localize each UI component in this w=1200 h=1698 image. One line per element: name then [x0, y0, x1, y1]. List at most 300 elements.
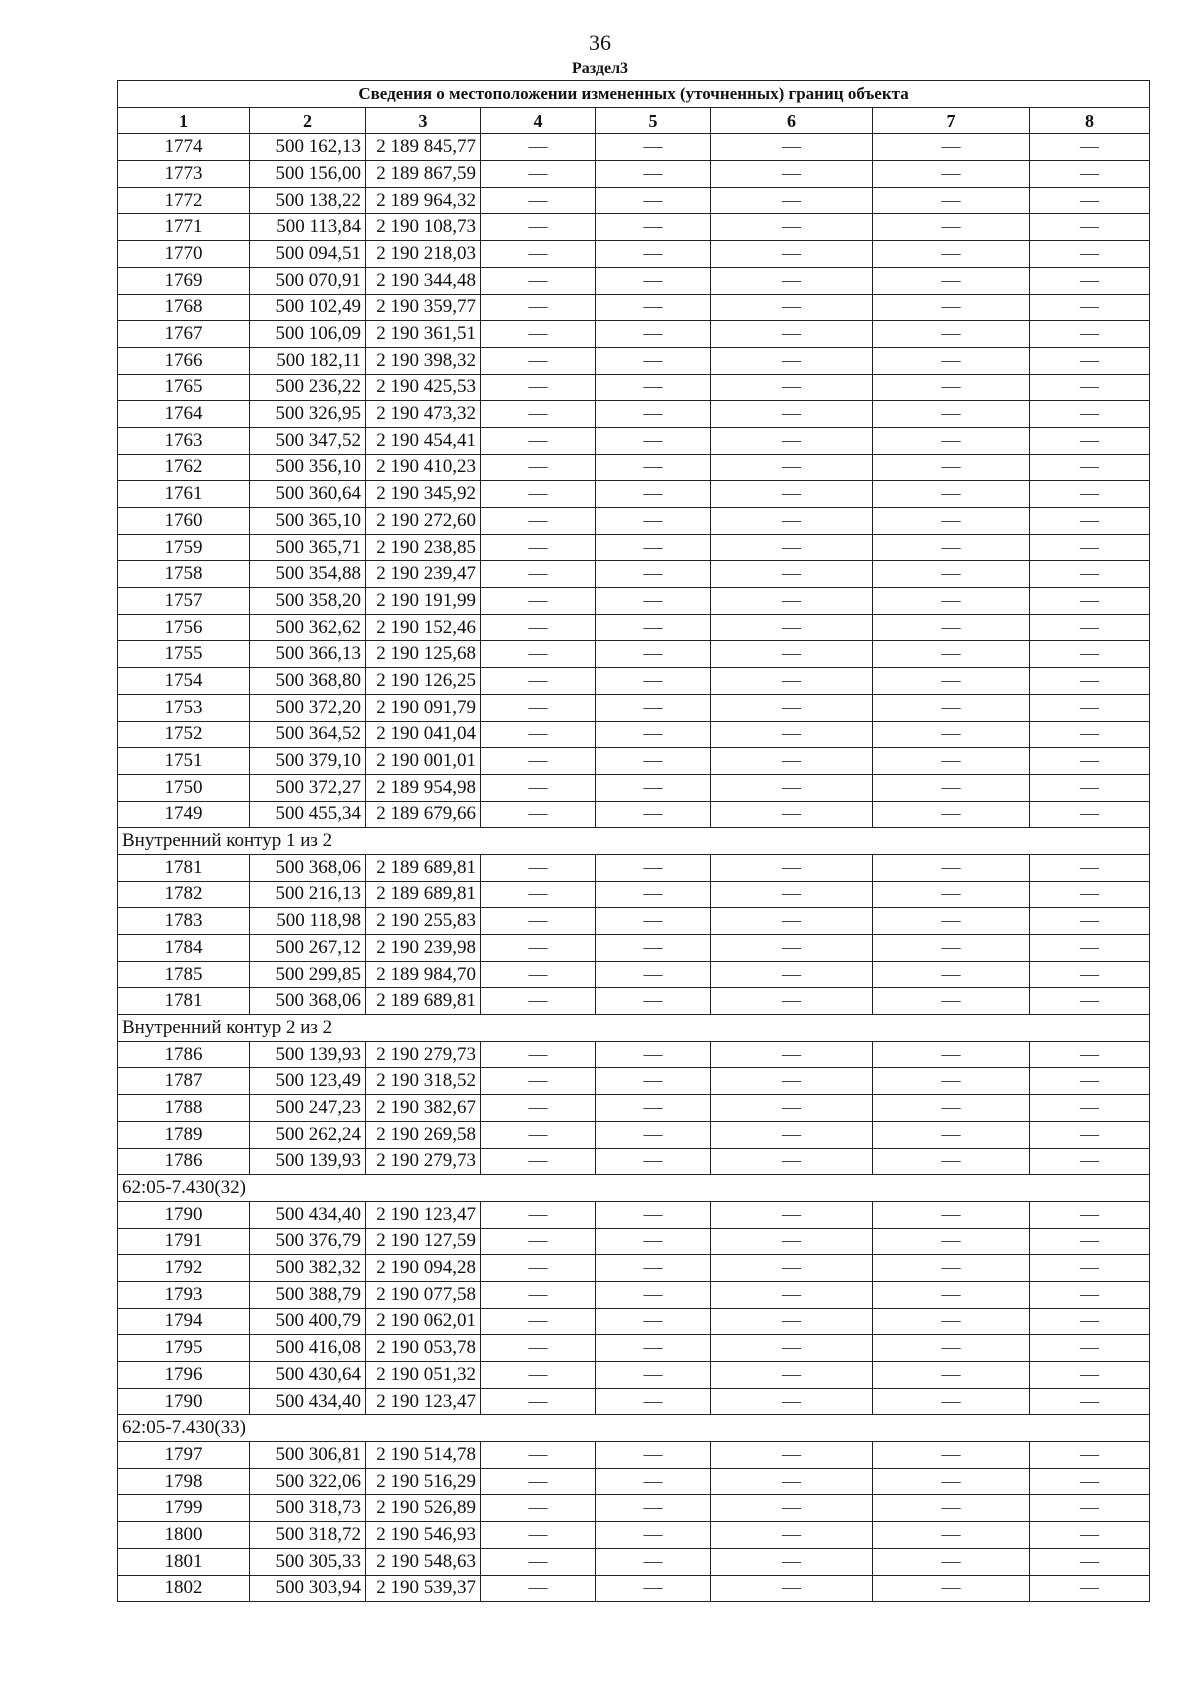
coordinate-y: 2 189 964,32	[366, 187, 481, 214]
coordinate-x: 500 382,32	[250, 1255, 366, 1282]
empty-value-dash: —	[596, 988, 711, 1015]
point-number: 1752	[118, 721, 250, 748]
empty-value-dash: —	[481, 1068, 596, 1095]
empty-value-dash: —	[481, 214, 596, 241]
empty-value-dash: —	[481, 1148, 596, 1175]
coordinate-x: 500 118,98	[250, 908, 366, 935]
point-number: 1765	[118, 374, 250, 401]
point-number: 1760	[118, 508, 250, 535]
empty-value-dash: —	[596, 1201, 711, 1228]
column-header: 1	[118, 107, 250, 134]
coordinate-x: 500 347,52	[250, 427, 366, 454]
empty-value-dash: —	[1030, 801, 1150, 828]
empty-value-dash: —	[596, 1148, 711, 1175]
empty-value-dash: —	[596, 1362, 711, 1389]
empty-value-dash: —	[1030, 481, 1150, 508]
empty-value-dash: —	[1030, 1335, 1150, 1362]
empty-value-dash: —	[711, 161, 873, 188]
empty-value-dash: —	[873, 1442, 1030, 1469]
empty-value-dash: —	[1030, 1121, 1150, 1148]
point-number: 1770	[118, 241, 250, 268]
point-number: 1755	[118, 641, 250, 668]
empty-value-dash: —	[711, 241, 873, 268]
empty-value-dash: —	[873, 748, 1030, 775]
empty-value-dash: —	[873, 161, 1030, 188]
point-number: 1791	[118, 1228, 250, 1255]
empty-value-dash: —	[711, 668, 873, 695]
empty-value-dash: —	[711, 1335, 873, 1362]
empty-value-dash: —	[1030, 1255, 1150, 1282]
empty-value-dash: —	[873, 908, 1030, 935]
point-number: 1768	[118, 294, 250, 321]
empty-value-dash: —	[711, 774, 873, 801]
empty-value-dash: —	[481, 1442, 596, 1469]
empty-value-dash: —	[1030, 1041, 1150, 1068]
column-header: 8	[1030, 107, 1150, 134]
coordinate-y: 2 190 526,89	[366, 1495, 481, 1522]
table-row	[118, 748, 1150, 775]
table-row	[118, 1041, 1150, 1068]
coordinate-y: 2 190 218,03	[366, 241, 481, 268]
empty-value-dash: —	[481, 1548, 596, 1575]
coordinate-y: 2 189 845,77	[366, 134, 481, 161]
point-number: 1799	[118, 1495, 250, 1522]
empty-value-dash: —	[873, 481, 1030, 508]
empty-value-dash: —	[873, 588, 1030, 615]
point-number: 1772	[118, 187, 250, 214]
coordinate-x: 500 434,40	[250, 1388, 366, 1415]
coordinate-y: 2 189 689,81	[366, 881, 481, 908]
empty-value-dash: —	[1030, 1068, 1150, 1095]
empty-value-dash: —	[481, 1335, 596, 1362]
group-header-row	[118, 1175, 1150, 1202]
empty-value-dash: —	[1030, 854, 1150, 881]
coordinate-y: 2 190 318,52	[366, 1068, 481, 1095]
empty-value-dash: —	[596, 1335, 711, 1362]
coordinate-y: 2 190 001,01	[366, 748, 481, 775]
column-header: 4	[481, 107, 596, 134]
empty-value-dash: —	[873, 1041, 1030, 1068]
point-number: 1764	[118, 401, 250, 428]
empty-value-dash: —	[1030, 694, 1150, 721]
empty-value-dash: —	[596, 961, 711, 988]
point-number: 1753	[118, 694, 250, 721]
table-row	[118, 1388, 1150, 1415]
point-number: 1785	[118, 961, 250, 988]
coordinate-x: 500 102,49	[250, 294, 366, 321]
coordinate-y: 2 189 984,70	[366, 961, 481, 988]
empty-value-dash: —	[873, 214, 1030, 241]
point-number: 1794	[118, 1308, 250, 1335]
empty-value-dash: —	[1030, 721, 1150, 748]
column-header: 6	[711, 107, 873, 134]
table-row	[118, 1495, 1150, 1522]
coordinate-x: 500 372,20	[250, 694, 366, 721]
empty-value-dash: —	[873, 854, 1030, 881]
coordinate-y: 2 190 127,59	[366, 1228, 481, 1255]
empty-value-dash: —	[873, 801, 1030, 828]
point-number: 1793	[118, 1281, 250, 1308]
coordinate-y: 2 190 051,32	[366, 1362, 481, 1389]
empty-value-dash: —	[711, 267, 873, 294]
empty-value-dash: —	[596, 374, 711, 401]
coordinate-x: 500 326,95	[250, 401, 366, 428]
coordinate-y: 2 190 062,01	[366, 1308, 481, 1335]
coordinate-y: 2 190 516,29	[366, 1468, 481, 1495]
empty-value-dash: —	[873, 961, 1030, 988]
table-row	[118, 1308, 1150, 1335]
coordinate-x: 500 094,51	[250, 241, 366, 268]
coordinate-y: 2 190 272,60	[366, 508, 481, 535]
point-number: 1783	[118, 908, 250, 935]
coordinate-x: 500 365,10	[250, 508, 366, 535]
point-number: 1786	[118, 1041, 250, 1068]
empty-value-dash: —	[711, 1522, 873, 1549]
point-number: 1784	[118, 935, 250, 962]
table-row	[118, 1335, 1150, 1362]
empty-value-dash: —	[711, 1121, 873, 1148]
table-row	[118, 641, 1150, 668]
table-row	[118, 267, 1150, 294]
empty-value-dash: —	[711, 1308, 873, 1335]
empty-value-dash: —	[873, 1201, 1030, 1228]
coordinate-x: 500 376,79	[250, 1228, 366, 1255]
table-row	[118, 1522, 1150, 1549]
empty-value-dash: —	[596, 1522, 711, 1549]
empty-value-dash: —	[1030, 1362, 1150, 1389]
coordinate-y: 2 190 152,46	[366, 614, 481, 641]
coordinate-x: 500 318,73	[250, 1495, 366, 1522]
empty-value-dash: —	[711, 321, 873, 348]
coordinate-y: 2 190 053,78	[366, 1335, 481, 1362]
empty-value-dash: —	[711, 374, 873, 401]
empty-value-dash: —	[481, 294, 596, 321]
empty-value-dash: —	[1030, 187, 1150, 214]
empty-value-dash: —	[1030, 427, 1150, 454]
empty-value-dash: —	[596, 187, 711, 214]
point-number: 1797	[118, 1442, 250, 1469]
table-row	[118, 1201, 1150, 1228]
empty-value-dash: —	[1030, 748, 1150, 775]
empty-value-dash: —	[711, 534, 873, 561]
empty-value-dash: —	[873, 1281, 1030, 1308]
empty-value-dash: —	[711, 1442, 873, 1469]
empty-value-dash: —	[596, 935, 711, 962]
empty-value-dash: —	[873, 668, 1030, 695]
empty-value-dash: —	[1030, 534, 1150, 561]
point-number: 1796	[118, 1362, 250, 1389]
empty-value-dash: —	[1030, 614, 1150, 641]
empty-value-dash: —	[873, 1148, 1030, 1175]
point-number: 1771	[118, 214, 250, 241]
empty-value-dash: —	[711, 588, 873, 615]
contour-label: 62:05-7.430(33)	[118, 1415, 1150, 1442]
coordinate-y: 2 190 077,58	[366, 1281, 481, 1308]
coordinate-y: 2 190 126,25	[366, 668, 481, 695]
empty-value-dash: —	[596, 881, 711, 908]
empty-value-dash: —	[481, 614, 596, 641]
empty-value-dash: —	[873, 1495, 1030, 1522]
empty-value-dash: —	[596, 588, 711, 615]
empty-value-dash: —	[1030, 668, 1150, 695]
empty-value-dash: —	[1030, 374, 1150, 401]
empty-value-dash: —	[596, 1468, 711, 1495]
table-body	[118, 134, 1150, 1602]
empty-value-dash: —	[1030, 508, 1150, 535]
empty-value-dash: —	[873, 267, 1030, 294]
empty-value-dash: —	[481, 641, 596, 668]
empty-value-dash: —	[1030, 1228, 1150, 1255]
empty-value-dash: —	[711, 1468, 873, 1495]
empty-value-dash: —	[873, 454, 1030, 481]
empty-value-dash: —	[481, 1468, 596, 1495]
empty-value-dash: —	[873, 614, 1030, 641]
coordinate-x: 500 365,71	[250, 534, 366, 561]
empty-value-dash: —	[1030, 214, 1150, 241]
empty-value-dash: —	[711, 694, 873, 721]
coordinate-y: 2 190 255,83	[366, 908, 481, 935]
coordinate-y: 2 190 345,92	[366, 481, 481, 508]
empty-value-dash: —	[481, 721, 596, 748]
empty-value-dash: —	[711, 1148, 873, 1175]
coordinate-y: 2 189 679,66	[366, 801, 481, 828]
empty-value-dash: —	[481, 561, 596, 588]
coordinate-x: 500 113,84	[250, 214, 366, 241]
coordinate-x: 500 368,06	[250, 854, 366, 881]
empty-value-dash: —	[596, 801, 711, 828]
empty-value-dash: —	[596, 134, 711, 161]
coordinate-x: 500 138,22	[250, 187, 366, 214]
empty-value-dash: —	[1030, 294, 1150, 321]
empty-value-dash: —	[873, 694, 1030, 721]
empty-value-dash: —	[711, 481, 873, 508]
column-header: 5	[596, 107, 711, 134]
point-number: 1789	[118, 1121, 250, 1148]
coordinate-x: 500 306,81	[250, 1442, 366, 1469]
empty-value-dash: —	[873, 401, 1030, 428]
empty-value-dash: —	[873, 187, 1030, 214]
point-number: 1781	[118, 988, 250, 1015]
empty-value-dash: —	[1030, 161, 1150, 188]
point-number: 1787	[118, 1068, 250, 1095]
empty-value-dash: —	[596, 1388, 711, 1415]
empty-value-dash: —	[873, 241, 1030, 268]
empty-value-dash: —	[481, 854, 596, 881]
empty-value-dash: —	[596, 241, 711, 268]
table-row	[118, 614, 1150, 641]
empty-value-dash: —	[711, 801, 873, 828]
column-header-row	[118, 107, 1150, 134]
point-number: 1802	[118, 1575, 250, 1602]
table-row	[118, 134, 1150, 161]
empty-value-dash: —	[596, 1281, 711, 1308]
table-row	[118, 961, 1150, 988]
empty-value-dash: —	[873, 721, 1030, 748]
table-row	[118, 454, 1150, 481]
empty-value-dash: —	[1030, 1442, 1150, 1469]
empty-value-dash: —	[481, 961, 596, 988]
empty-value-dash: —	[481, 694, 596, 721]
point-number: 1773	[118, 161, 250, 188]
contour-label: Внутренний контур 2 из 2	[118, 1015, 1150, 1042]
coordinate-y: 2 190 398,32	[366, 347, 481, 374]
empty-value-dash: —	[596, 454, 711, 481]
empty-value-dash: —	[481, 134, 596, 161]
empty-value-dash: —	[481, 1362, 596, 1389]
point-number: 1801	[118, 1548, 250, 1575]
empty-value-dash: —	[873, 1468, 1030, 1495]
empty-value-dash: —	[596, 854, 711, 881]
empty-value-dash: —	[596, 214, 711, 241]
empty-value-dash: —	[1030, 1201, 1150, 1228]
table-row	[118, 774, 1150, 801]
empty-value-dash: —	[873, 347, 1030, 374]
point-number: 1754	[118, 668, 250, 695]
coordinate-y: 2 190 123,47	[366, 1201, 481, 1228]
empty-value-dash: —	[873, 427, 1030, 454]
boundary-coordinates-table	[117, 80, 1150, 1602]
coordinate-x: 500 216,13	[250, 881, 366, 908]
table-row	[118, 427, 1150, 454]
coordinate-y: 2 190 041,04	[366, 721, 481, 748]
empty-value-dash: —	[596, 908, 711, 935]
point-number: 1782	[118, 881, 250, 908]
coordinate-y: 2 190 279,73	[366, 1041, 481, 1068]
empty-value-dash: —	[596, 748, 711, 775]
empty-value-dash: —	[873, 374, 1030, 401]
empty-value-dash: —	[596, 614, 711, 641]
coordinate-y: 2 189 689,81	[366, 854, 481, 881]
coordinate-x: 500 070,91	[250, 267, 366, 294]
coordinate-x: 500 182,11	[250, 347, 366, 374]
coordinate-y: 2 190 094,28	[366, 1255, 481, 1282]
empty-value-dash: —	[1030, 908, 1150, 935]
empty-value-dash: —	[481, 1281, 596, 1308]
empty-value-dash: —	[711, 881, 873, 908]
table-row	[118, 1468, 1150, 1495]
coordinate-y: 2 190 410,23	[366, 454, 481, 481]
point-number: 1769	[118, 267, 250, 294]
point-number: 1774	[118, 134, 250, 161]
empty-value-dash: —	[1030, 1468, 1150, 1495]
empty-value-dash: —	[596, 561, 711, 588]
coordinate-x: 500 366,13	[250, 641, 366, 668]
coordinate-x: 500 354,88	[250, 561, 366, 588]
empty-value-dash: —	[873, 988, 1030, 1015]
empty-value-dash: —	[873, 321, 1030, 348]
coordinate-y: 2 189 867,59	[366, 161, 481, 188]
empty-value-dash: —	[873, 561, 1030, 588]
empty-value-dash: —	[711, 1041, 873, 1068]
coordinate-x: 500 139,93	[250, 1148, 366, 1175]
empty-value-dash: —	[481, 801, 596, 828]
empty-value-dash: —	[711, 1388, 873, 1415]
table-row	[118, 588, 1150, 615]
coordinate-y: 2 190 473,32	[366, 401, 481, 428]
coordinate-x: 500 162,13	[250, 134, 366, 161]
point-number: 1795	[118, 1335, 250, 1362]
table-row	[118, 241, 1150, 268]
coordinate-y: 2 190 239,98	[366, 935, 481, 962]
table-row	[118, 401, 1150, 428]
table-row	[118, 668, 1150, 695]
empty-value-dash: —	[711, 614, 873, 641]
point-number: 1759	[118, 534, 250, 561]
table-row	[118, 721, 1150, 748]
empty-value-dash: —	[873, 1255, 1030, 1282]
empty-value-dash: —	[711, 721, 873, 748]
empty-value-dash: —	[481, 161, 596, 188]
empty-value-dash: —	[711, 508, 873, 535]
empty-value-dash: —	[1030, 401, 1150, 428]
coordinate-y: 2 190 425,53	[366, 374, 481, 401]
empty-value-dash: —	[1030, 1575, 1150, 1602]
empty-value-dash: —	[711, 1548, 873, 1575]
table-row	[118, 988, 1150, 1015]
empty-value-dash: —	[481, 1201, 596, 1228]
empty-value-dash: —	[596, 1442, 711, 1469]
point-number: 1761	[118, 481, 250, 508]
empty-value-dash: —	[1030, 935, 1150, 962]
table-row	[118, 481, 1150, 508]
coordinate-y: 2 189 954,98	[366, 774, 481, 801]
empty-value-dash: —	[596, 694, 711, 721]
empty-value-dash: —	[1030, 988, 1150, 1015]
coordinate-x: 500 123,49	[250, 1068, 366, 1095]
empty-value-dash: —	[481, 508, 596, 535]
empty-value-dash: —	[596, 1121, 711, 1148]
point-number: 1792	[118, 1255, 250, 1282]
empty-value-dash: —	[481, 534, 596, 561]
empty-value-dash: —	[481, 1121, 596, 1148]
empty-value-dash: —	[481, 588, 596, 615]
empty-value-dash: —	[596, 641, 711, 668]
coordinate-x: 500 303,94	[250, 1575, 366, 1602]
empty-value-dash: —	[596, 1068, 711, 1095]
empty-value-dash: —	[711, 1095, 873, 1122]
table-row	[118, 214, 1150, 241]
empty-value-dash: —	[481, 187, 596, 214]
coordinate-y: 2 190 514,78	[366, 1442, 481, 1469]
coordinate-x: 500 322,06	[250, 1468, 366, 1495]
empty-value-dash: —	[481, 1255, 596, 1282]
coordinate-y: 2 190 239,47	[366, 561, 481, 588]
empty-value-dash: —	[711, 561, 873, 588]
coordinate-x: 500 400,79	[250, 1308, 366, 1335]
empty-value-dash: —	[711, 134, 873, 161]
coordinate-y: 2 190 279,73	[366, 1148, 481, 1175]
empty-value-dash: —	[596, 294, 711, 321]
point-number: 1766	[118, 347, 250, 374]
empty-value-dash: —	[711, 1575, 873, 1602]
table-row	[118, 534, 1150, 561]
point-number: 1767	[118, 321, 250, 348]
coordinate-y: 2 190 359,77	[366, 294, 481, 321]
point-number: 1781	[118, 854, 250, 881]
empty-value-dash: —	[711, 988, 873, 1015]
column-header: 7	[873, 107, 1030, 134]
empty-value-dash: —	[711, 908, 873, 935]
coordinate-y: 2 190 238,85	[366, 534, 481, 561]
point-number: 1750	[118, 774, 250, 801]
table-row	[118, 187, 1150, 214]
empty-value-dash: —	[711, 1255, 873, 1282]
empty-value-dash: —	[1030, 1388, 1150, 1415]
point-number: 1756	[118, 614, 250, 641]
table-row	[118, 1068, 1150, 1095]
table-row	[118, 1255, 1150, 1282]
coordinate-y: 2 190 123,47	[366, 1388, 481, 1415]
